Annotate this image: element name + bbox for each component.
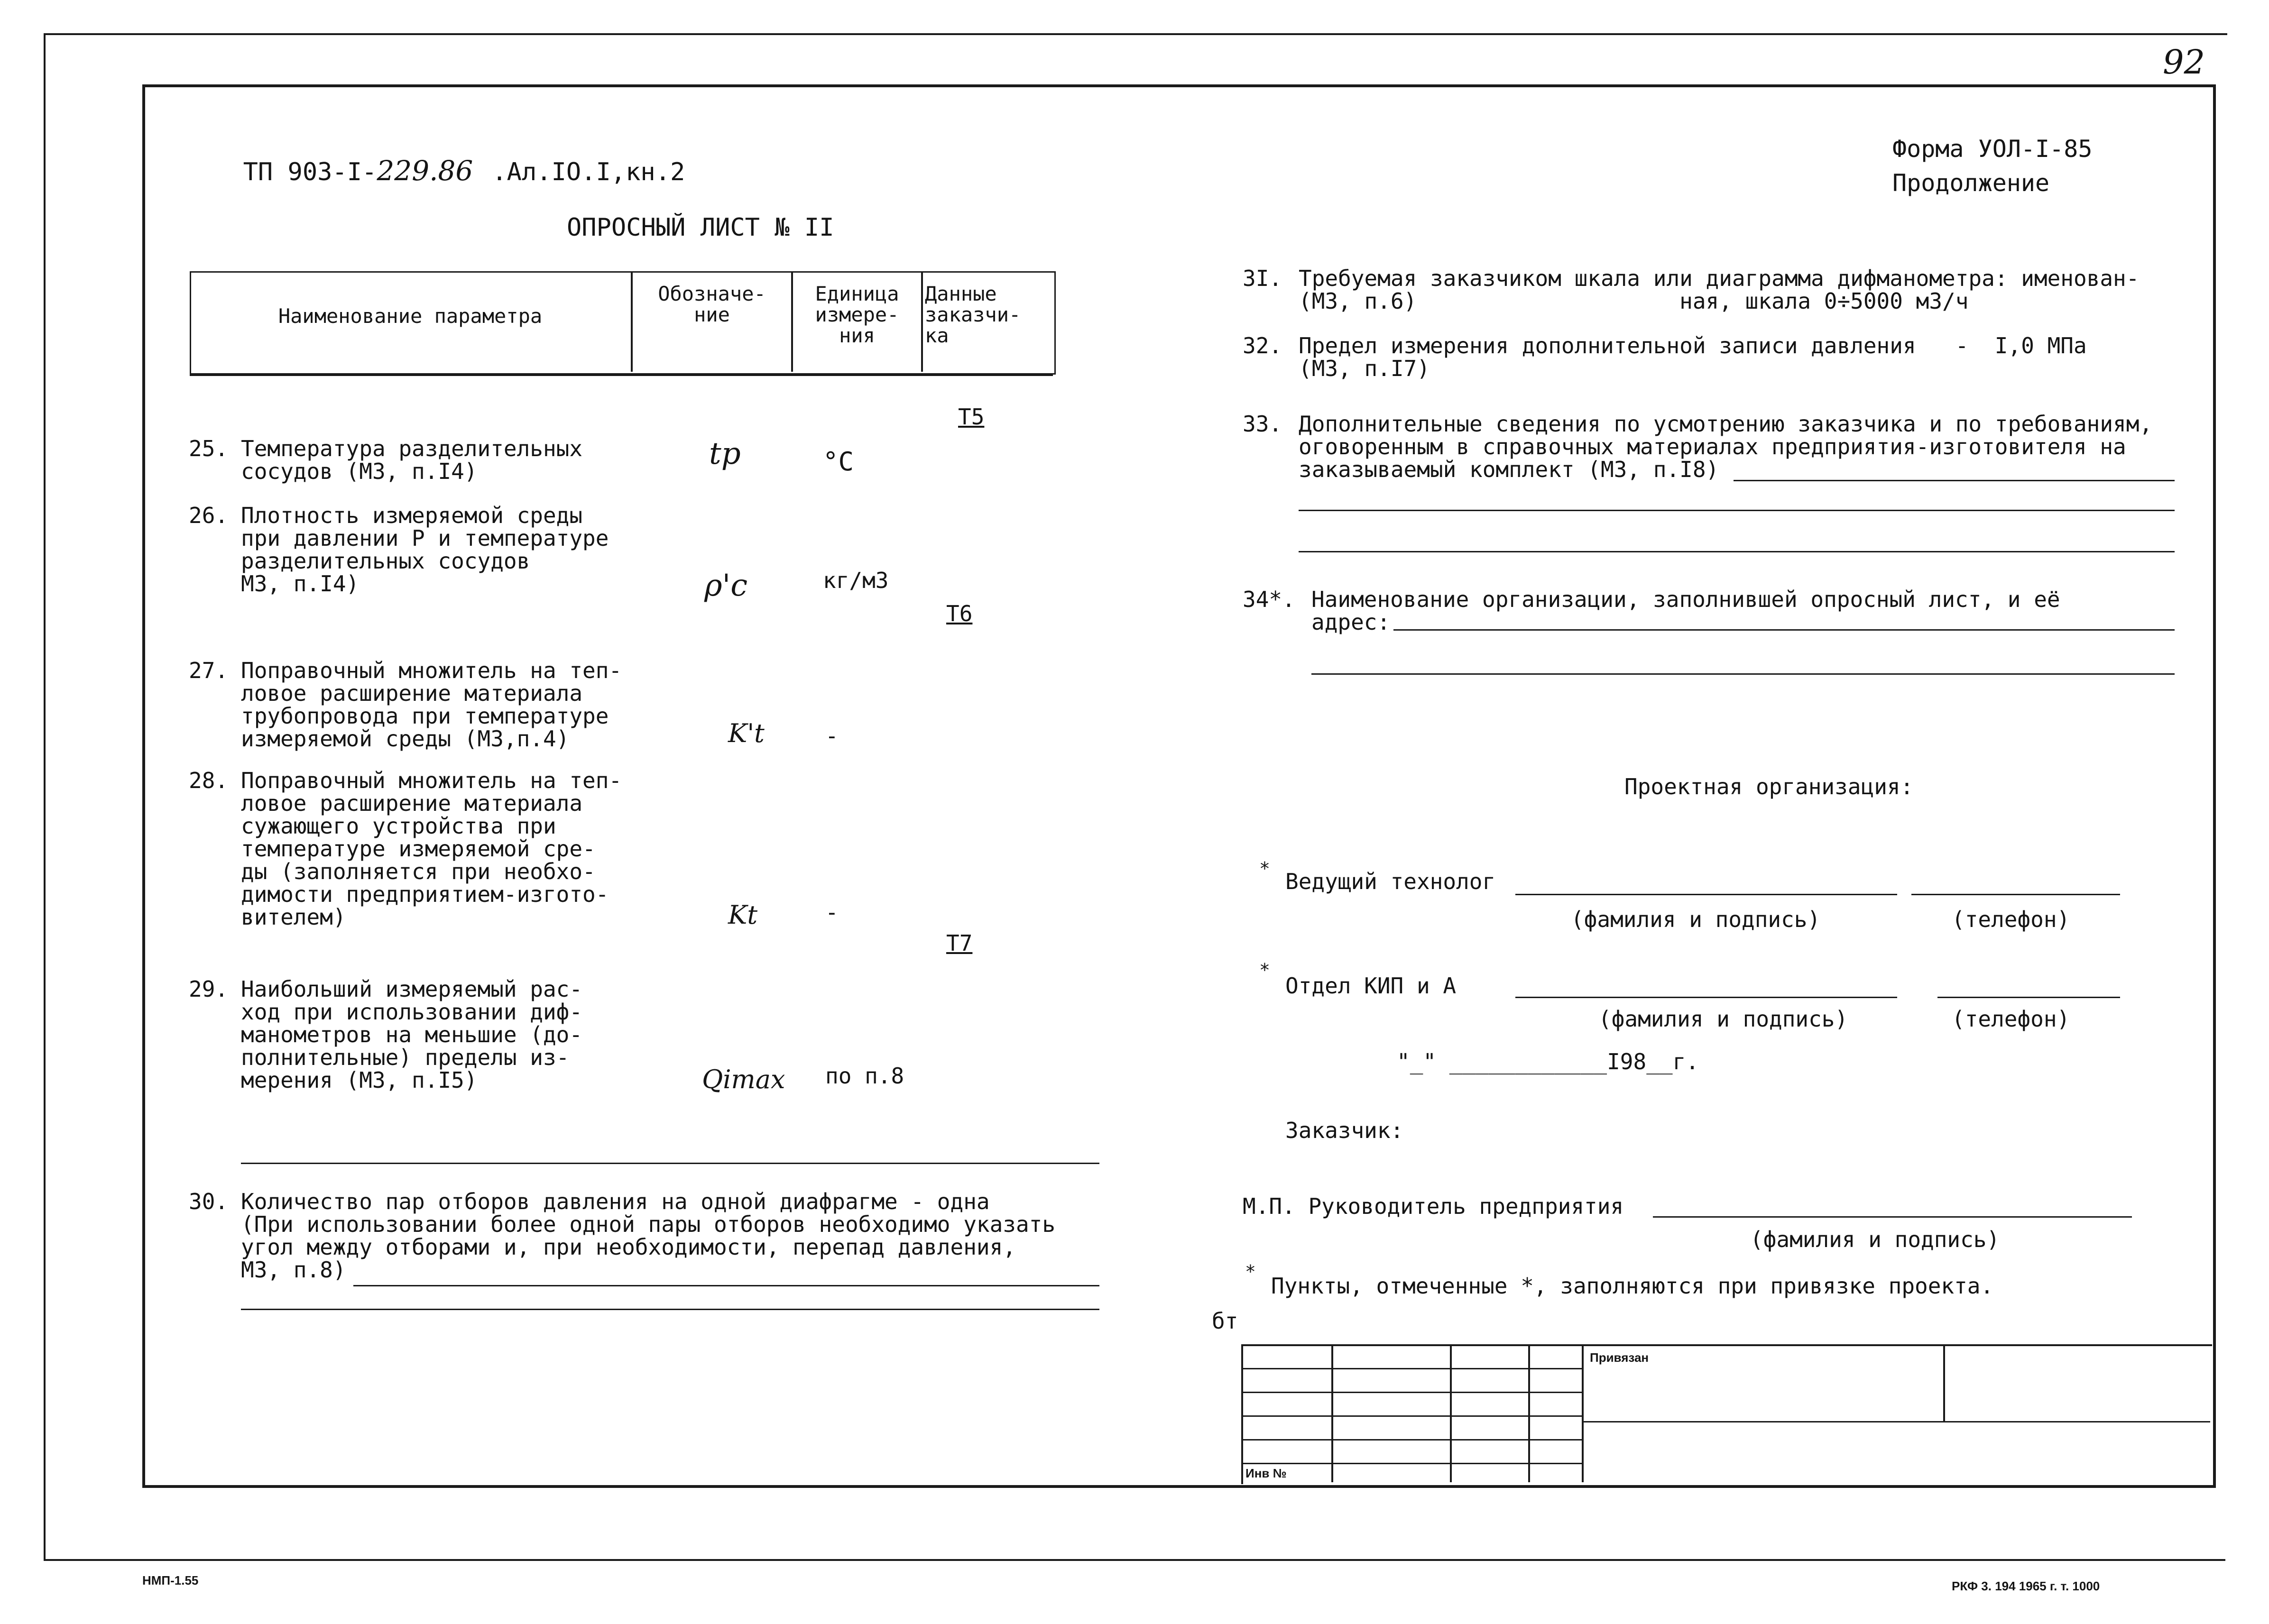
- item-25-data: T5: [958, 404, 985, 430]
- item-28-unit: -: [825, 899, 839, 925]
- kip-dept-label: Отдел КИП и А: [1285, 973, 1457, 999]
- item-32-text: Предел измерения дополнительной записи давления - I,0 МПа (МЗ, п.I7): [1299, 333, 2087, 381]
- phone-line: [1937, 997, 2120, 998]
- form-label: Форма УОЛ-I-85: [1892, 135, 2093, 163]
- item-29-symbol: Qimax: [702, 1064, 785, 1094]
- date-line: "_" ____________I98__г.: [1397, 1049, 1699, 1074]
- item-30-number: 30.: [189, 1189, 229, 1214]
- item-25-symbol: tp: [709, 436, 741, 471]
- item-33-number: 33.: [1243, 411, 1282, 437]
- phone-line: [1911, 894, 2120, 895]
- fill-line: [1299, 510, 2175, 511]
- stamp-row-rule: [1241, 1415, 1582, 1417]
- table-under-rule: [190, 375, 1053, 376]
- item-27-unit: -: [825, 723, 839, 749]
- footnote: Пункты, отмеченные *, заполняются при привязке проекта.: [1271, 1273, 1994, 1299]
- item-31-text: Требуемая заказчиком шкала или диаграмма дифманометра: именован- (МЗ, п.6) ная, шкала 0÷5000 м3/ч: [1299, 266, 2140, 314]
- item-27-number: 27.: [189, 658, 229, 683]
- fill-line: [241, 1163, 1099, 1164]
- star-mark: *: [1259, 960, 1270, 981]
- item-30-text: Количество пар отборов давления на одной диафрагме - одна (При использовании более одной пары отборов необходимо указать угол между отборами и, при необходимости, перепад давления, МЗ, п.8): [241, 1189, 1056, 1283]
- doc-code-prefix: ТП 903-I-: [243, 158, 377, 186]
- doc-code-suffix: .Ал.IO.I,кн.2: [492, 158, 685, 186]
- design-org-title: Проектная организация:: [1624, 774, 1914, 799]
- stamp-row-rule: [1241, 1439, 1582, 1440]
- fill-line: [241, 1309, 1099, 1310]
- sheet-title: ОПРОСНЫЙ ЛИСТ № II: [567, 213, 834, 242]
- item-25-number: 25.: [189, 436, 229, 461]
- continuation-label: Продолжение: [1892, 169, 2050, 197]
- item-27-symbol: K't: [728, 718, 765, 748]
- item-26-symbol: ρ'c: [704, 568, 748, 603]
- col-header-parameter: Наименование параметра: [278, 304, 543, 328]
- table-divider: [921, 271, 923, 372]
- name-sign-caption: (фамилия и подпись): [1598, 1006, 1848, 1032]
- stamp-divider: [1528, 1344, 1530, 1482]
- item-25-unit: °C: [823, 447, 854, 477]
- item-26-unit: кг/м3: [823, 568, 889, 593]
- item-26-text: Плотность измеряемой среды при давлении Р и температуре разделительных сосудов МЗ, п.I4): [241, 503, 609, 596]
- item-33-text: Дополнительные сведения по усмотрению заказчика и по требованиям, оговоренным в справочных материалах предприятия-изготовителя на заказываемый комплект (МЗ, п.I8): [1299, 411, 2153, 482]
- item-34-number: 34*.: [1243, 587, 1295, 612]
- fill-line: [1734, 480, 2175, 481]
- star-mark: *: [1245, 1261, 1256, 1282]
- stamp-row-rule: [1241, 1392, 1582, 1393]
- col-header-unit: Единица измере- ния: [815, 282, 899, 347]
- lead-technologist-label: Ведущий технолог: [1285, 869, 1496, 894]
- item-28-data: T7: [946, 930, 973, 956]
- item-31-number: 3I.: [1243, 266, 1282, 291]
- item-28-number: 28.: [189, 768, 229, 793]
- stamp-divider: [1331, 1344, 1333, 1482]
- item-29-unit: по п.8: [825, 1063, 904, 1089]
- stamp-row-rule: [1241, 1368, 1582, 1369]
- doc-number-handwritten: 229.86: [377, 155, 473, 187]
- fill-line: [1311, 673, 2175, 675]
- item-25-text: Температура разделительных сосудов (МЗ, п.I4): [241, 436, 583, 484]
- name-sign-caption: (фамилия и подпись): [1750, 1227, 2000, 1252]
- item-29-text: Наибольший измеряемый рас- ход при использовании диф- манометров на меньшие (до- полнительные) пределы из- мерения (МЗ, п.I5): [241, 976, 583, 1093]
- footer-right: РКФ 3. 194 1965 г. т. 1000: [1952, 1579, 2100, 1593]
- stamp-bound-label: Привязан: [1590, 1350, 1649, 1365]
- customer-label: Заказчик:: [1285, 1118, 1404, 1143]
- stamp-divider: [1943, 1344, 1945, 1422]
- stamp-inv-label: Инв №: [1245, 1466, 1287, 1480]
- item-27-text: Поправочный множитель на теп- ловое расширение материала трубопровода при температуре измеряемой среды (МЗ,п.4): [241, 658, 622, 752]
- footer-left: НМП-1.55: [142, 1573, 199, 1587]
- item-28-symbol: Kt: [728, 900, 758, 930]
- fill-line: [1299, 551, 2175, 552]
- signature-line: [1515, 894, 1897, 895]
- item-26-number: 26.: [189, 503, 229, 528]
- name-sign-caption: (фамилия и подпись): [1571, 907, 1821, 932]
- mark-6t: бт: [1212, 1308, 1238, 1334]
- col-header-symbol: Обозначе- ние: [658, 282, 766, 326]
- col-header-customer: Данные заказчи- ка: [925, 282, 1021, 347]
- item-26-data: T6: [946, 601, 973, 626]
- phone-caption: (телефон): [1952, 907, 2070, 932]
- signature-line: [1515, 997, 1897, 998]
- document-code: [213, 137, 685, 187]
- signature-line: [1653, 1216, 2132, 1218]
- item-29-number: 29.: [189, 976, 229, 1002]
- item-28-text: Поправочный множитель на теп- ловое расширение материала сужающего устройства при температуре измеряемой сре- ды (заполняется при необхо- димости предприятием-изгото- вителем): [241, 768, 622, 930]
- bottom-rule: [44, 1559, 2225, 1561]
- item-32-number: 32.: [1243, 333, 1282, 358]
- stamp-divider: [1450, 1344, 1452, 1482]
- page-number: 92: [2163, 43, 2205, 82]
- stamp-row-rule: [1241, 1463, 1582, 1464]
- stamp-divider: [1582, 1344, 1584, 1482]
- item-34-text: Наименование организации, заполнившей опросный лист, и её адрес:: [1311, 587, 2060, 635]
- stamp-row-rule: [1582, 1421, 2210, 1422]
- phone-caption: (телефон): [1952, 1006, 2070, 1032]
- star-mark: *: [1259, 858, 1270, 879]
- fill-line: [1393, 629, 2175, 631]
- fill-line: [353, 1285, 1099, 1286]
- mp-head-label: М.П. Руководитель предприятия: [1243, 1193, 1624, 1219]
